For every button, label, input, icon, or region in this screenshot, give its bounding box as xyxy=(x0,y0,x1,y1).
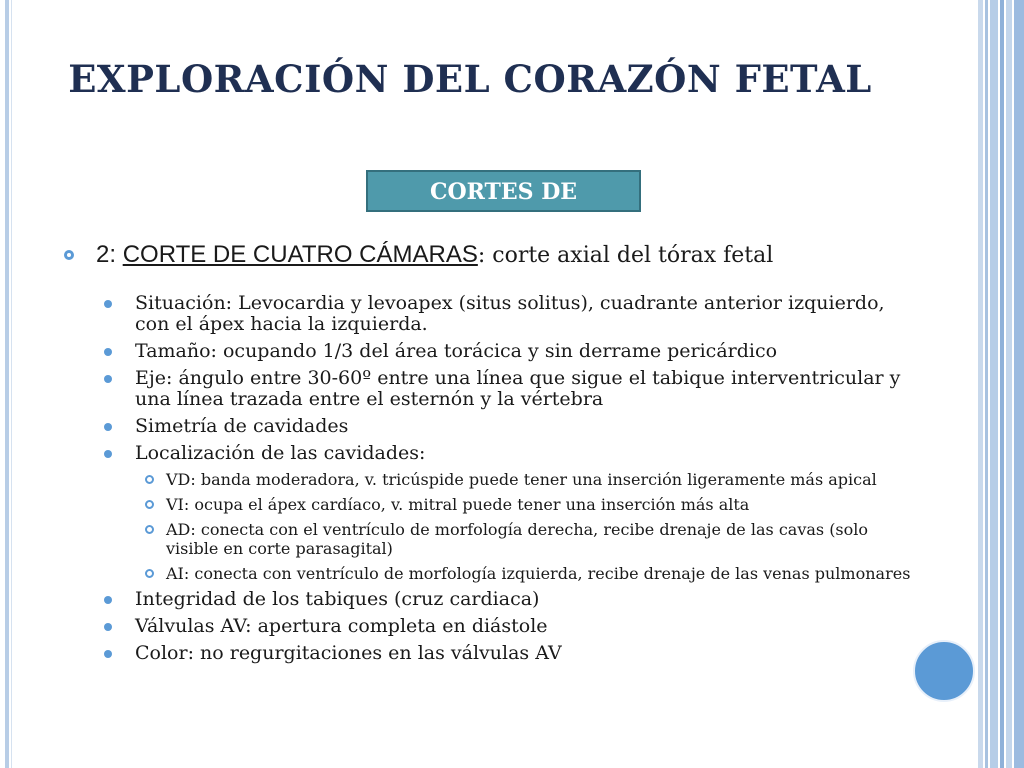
left-border-line xyxy=(5,0,9,768)
bullet-text: Color: no regurgitaciones en las válvulas AV xyxy=(135,642,562,664)
heading-underlined: CORTE DE CUATRO CÁMARAS xyxy=(122,241,478,268)
bullet-item xyxy=(60,616,920,637)
sub-bullet-item xyxy=(60,564,920,583)
heading-rest: : corte axial del tórax fetal xyxy=(477,243,774,268)
ring-bullet-icon xyxy=(145,500,154,509)
right-stripe xyxy=(1006,0,1012,768)
heading-number: 2: xyxy=(96,241,123,268)
right-stripe xyxy=(1014,0,1024,768)
cortes-badge xyxy=(366,170,641,212)
bullet-item xyxy=(60,589,920,610)
bullet-item xyxy=(60,443,920,464)
dot-bullet-icon xyxy=(104,650,112,658)
bullet-text: Válvulas AV: apertura completa en diástole xyxy=(135,615,548,637)
sub-bullet-item xyxy=(60,470,920,489)
decorative-circle xyxy=(913,640,975,702)
slide-content xyxy=(60,238,920,670)
bullet-text: Integridad de los tabiques (cruz cardiaca) xyxy=(135,588,540,610)
right-stripe xyxy=(990,0,998,768)
bullet-item xyxy=(60,293,920,335)
slide-title: EXPLORACIÓN DEL CORAZÓN FETAL xyxy=(68,57,872,101)
ring-bullet-icon xyxy=(64,250,74,260)
badge-label: CORTES DE xyxy=(429,179,578,205)
bullet-text: Simetría de cavidades xyxy=(135,415,349,437)
ring-bullet-icon xyxy=(145,475,154,484)
sub-bullet-item xyxy=(60,495,920,514)
sub-bullet-text: VI: ocupa el ápex cardíaco, v. mitral puede tener una inserción más alta xyxy=(166,495,750,514)
ring-bullet-icon xyxy=(145,569,154,578)
bullet-item xyxy=(60,643,920,664)
sub-bullet-text: AI: conecta con ventrículo de morfología izquierda, recibe drenaje de las venas pulmonares xyxy=(166,564,911,583)
bullet-text: Situación: Levocardia y levoapex (situs solitus), cuadrante anterior izquierdo, con el ápex hacia la izquierda. xyxy=(135,292,885,335)
dot-bullet-icon xyxy=(104,300,112,308)
sub-bullet-text: VD: banda moderadora, v. tricúspide puede tener una inserción ligeramente más apical xyxy=(166,470,877,489)
main-point xyxy=(60,238,920,273)
right-stripe xyxy=(978,0,983,768)
dot-bullet-icon xyxy=(104,623,112,631)
right-stripe xyxy=(1000,0,1004,768)
dot-bullet-icon xyxy=(104,423,112,431)
bullet-item xyxy=(60,341,920,362)
right-stripe xyxy=(985,0,988,768)
dot-bullet-icon xyxy=(104,450,112,458)
sub-bullet-text: AD: conecta con el ventrículo de morfología derecha, recibe drenaje de las cavas (solo visible en corte parasagital) xyxy=(166,520,869,558)
left-border-line-inner xyxy=(11,0,12,768)
bullet-text: Tamaño: ocupando 1/3 del área torácica y sin derrame pericárdico xyxy=(135,340,778,362)
bullet-item xyxy=(60,368,920,410)
dot-bullet-icon xyxy=(104,348,112,356)
sub-bullet-item xyxy=(60,520,920,558)
bullet-item xyxy=(60,416,920,437)
bullet-text: Eje: ángulo entre 30-60º entre una línea que sigue el tabique interventricular y una línea trazada entre el esternón y la vértebra xyxy=(135,367,901,410)
dot-bullet-icon xyxy=(104,375,112,383)
dot-bullet-icon xyxy=(104,596,112,604)
bullet-text: Localización de las cavidades: xyxy=(135,442,426,464)
ring-bullet-icon xyxy=(145,525,154,534)
